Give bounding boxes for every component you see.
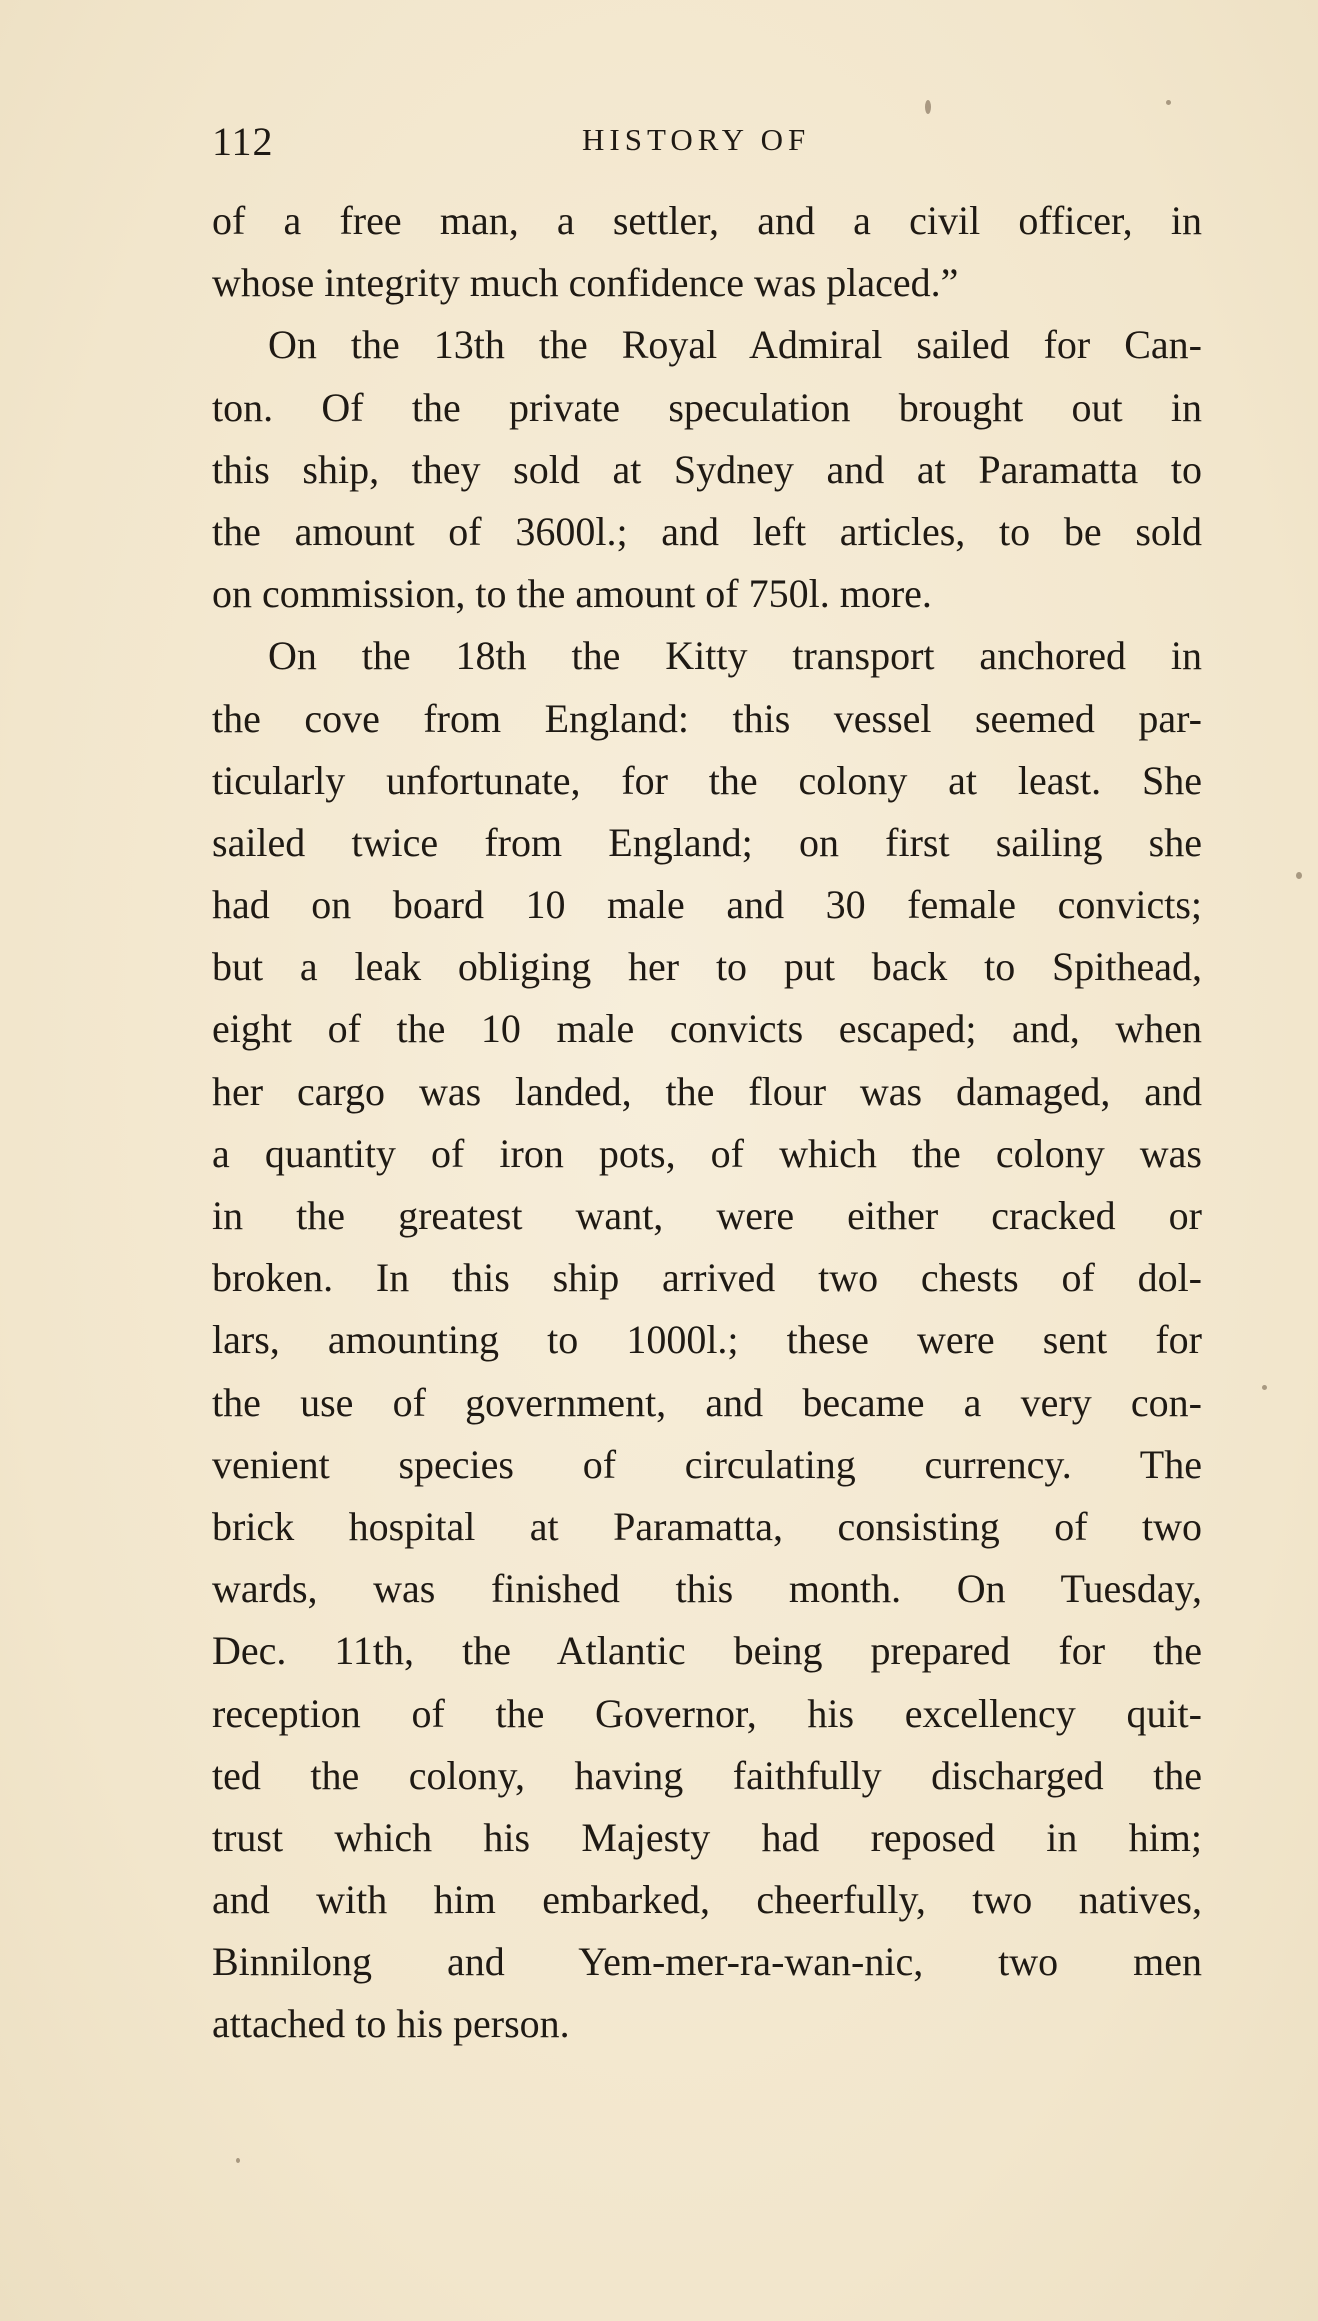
text-line: lars, amounting to 1000l.; these were sent for	[212, 1317, 1202, 1363]
text-line: and with him embarked, cheerfully, two natives,	[212, 1877, 1202, 1923]
text-line: in the greatest want, were either cracked or	[212, 1193, 1202, 1238]
text-line: ted the colony, having faithfully discharged the	[212, 1752, 1202, 1798]
running-head: HISTORY OF	[582, 122, 811, 157]
text-line: eight of the 10 male convicts escaped; and, when	[212, 1006, 1202, 1052]
ink-speck	[1262, 1385, 1267, 1390]
text-line: but a leak obliging her to put back to Spithead,	[212, 944, 1202, 990]
text-line: this ship, they sold at Sydney and at Paramatta to	[212, 446, 1202, 492]
text-line: venient species of circulating currency. The	[212, 1441, 1202, 1487]
text-line: Binnilong and Yem-mer-ra-wan-nic, two men	[212, 1939, 1202, 1985]
body-text	[212, 190, 1202, 2056]
page-number: 112	[212, 119, 274, 164]
text-line: sailed twice from England; on first sailing she	[212, 819, 1202, 865]
text-line: trust which his Majesty had reposed in him;	[212, 1814, 1202, 1860]
ink-speck	[1166, 100, 1171, 105]
text-line: attached to his person.	[212, 2001, 570, 2047]
ink-speck	[1296, 872, 1302, 879]
text-line: whose integrity much confidence was placed.”	[212, 260, 959, 306]
text-line: on commission, to the amount of 750l. more.	[212, 571, 932, 617]
text-line: On the 13th the Royal Admiral sailed for Can-	[268, 322, 1202, 368]
text-line: had on board 10 male and 30 female convicts;	[212, 882, 1202, 928]
ink-speck	[925, 100, 931, 114]
text-line: On the 18th the Kitty transport anchored in	[268, 633, 1202, 679]
ink-speck	[236, 2158, 240, 2163]
text-line: a quantity of iron pots, of which the colony was	[212, 1130, 1202, 1176]
text-line: wards, was finished this month. On Tuesday,	[212, 1566, 1202, 1612]
text-line: ticularly unfortunate, for the colony at least. She	[212, 757, 1202, 803]
text-line: the amount of 3600l.; and left articles, to be sold	[212, 508, 1202, 554]
text-line: Dec. 11th, the Atlantic being prepared for the	[212, 1628, 1202, 1674]
text-line: reception of the Governor, his excellency quit-	[212, 1690, 1202, 1736]
text-line: the use of government, and became a very con-	[212, 1379, 1202, 1425]
text-line: brick hospital at Paramatta, consisting of two	[212, 1503, 1202, 1549]
page-header	[212, 118, 1212, 178]
text-line: ton. Of the private speculation brought out in	[212, 384, 1202, 430]
text-line: the cove from England: this vessel seemed par-	[212, 695, 1202, 741]
text-line: her cargo was landed, the flour was damaged, and	[212, 1068, 1202, 1114]
text-line: broken. In this ship arrived two chests of dol-	[212, 1255, 1202, 1301]
text-line: of a free man, a settler, and a civil officer, in	[212, 198, 1202, 243]
